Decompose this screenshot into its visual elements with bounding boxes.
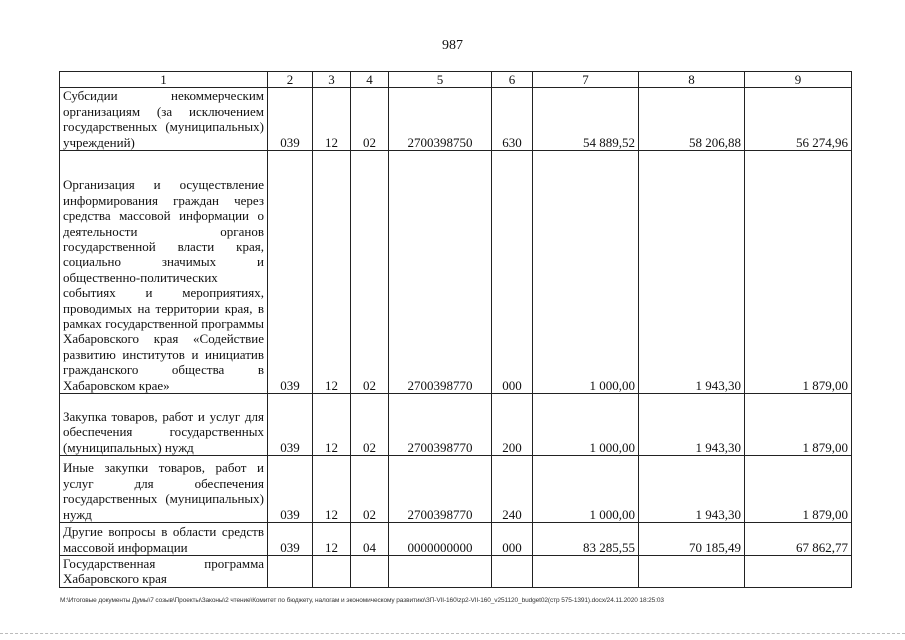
cell-ministry bbox=[268, 556, 313, 588]
cell-expense-type: 240 bbox=[492, 456, 533, 523]
header-col-2: 2 bbox=[268, 72, 313, 88]
cell-amount-col8: 1 943,30 bbox=[639, 456, 745, 523]
cell-target-article: 0000000000 bbox=[389, 523, 492, 556]
cell-section: 12 bbox=[313, 523, 351, 556]
cell-amount-col7 bbox=[533, 556, 639, 588]
header-col-8: 8 bbox=[639, 72, 745, 88]
cell-amount-col8: 58 206,88 bbox=[639, 88, 745, 151]
cell-amount-col9: 67 862,77 bbox=[745, 523, 852, 556]
cell-amount-col9: 56 274,96 bbox=[745, 88, 852, 151]
row-name: Другие вопросы в области средств массовой информации bbox=[60, 523, 268, 556]
cell-subsection: 02 bbox=[351, 151, 389, 394]
cell-target-article: 2700398770 bbox=[389, 394, 492, 456]
cell-target-article: 2700398750 bbox=[389, 88, 492, 151]
cell-target-article: 2700398770 bbox=[389, 456, 492, 523]
table-row bbox=[60, 394, 852, 456]
budget-table bbox=[59, 71, 852, 588]
header-col-5: 5 bbox=[389, 72, 492, 88]
cell-amount-col7: 1 000,00 bbox=[533, 456, 639, 523]
cell-amount-col9: 1 879,00 bbox=[745, 394, 852, 456]
header-col-7: 7 bbox=[533, 72, 639, 88]
cell-amount-col8: 1 943,30 bbox=[639, 394, 745, 456]
header-col-3: 3 bbox=[313, 72, 351, 88]
row-name: Иные закупки товаров, работ и услуг для обеспечения государственных (муниципальных) нужд bbox=[60, 456, 268, 523]
cell-ministry: 039 bbox=[268, 523, 313, 556]
table-row bbox=[60, 556, 852, 588]
cell-expense-type: 000 bbox=[492, 151, 533, 394]
cell-amount-col7: 83 285,55 bbox=[533, 523, 639, 556]
row-name: Закупка товаров, работ и услуг для обеспечения государственных (муниципальных) нужд bbox=[60, 394, 268, 456]
header-row bbox=[60, 72, 852, 88]
row-name: Организация и осуществление информирования граждан через средства массовой информации о деятельности органов государственной власти края, социально значимых и общественно-политических событиях и мероприятиях, проводимых на территории края, в рамках государственной программы Хабаровского края «Содействие развитию институтов и инициатив гражданского общества в Хабаровском крае» bbox=[60, 151, 268, 394]
cell-section: 12 bbox=[313, 456, 351, 523]
cell-subsection bbox=[351, 556, 389, 588]
cell-subsection: 04 bbox=[351, 523, 389, 556]
cell-amount-col8 bbox=[639, 556, 745, 588]
footer-file-path: M:\Итоговые документы Думы\7 созыв\Проекты\Законы\2 чтение\Комитет по бюджету, налогам и экономическому развитию\ЗП-VII-160\zp2-VII-160_v251120_budget02(стр 575-1391).docx/24.11.2020 18:25:03 bbox=[60, 597, 664, 604]
cell-amount-col8: 70 185,49 bbox=[639, 523, 745, 556]
cell-section: 12 bbox=[313, 151, 351, 394]
cell-amount-col7: 1 000,00 bbox=[533, 394, 639, 456]
cell-subsection: 02 bbox=[351, 394, 389, 456]
cell-amount-col7: 1 000,00 bbox=[533, 151, 639, 394]
cell-section bbox=[313, 556, 351, 588]
cell-expense-type bbox=[492, 556, 533, 588]
row-name: Государственная программа Хабаровского края bbox=[60, 556, 268, 588]
table-row bbox=[60, 88, 852, 151]
cell-ministry: 039 bbox=[268, 151, 313, 394]
cell-amount-col9 bbox=[745, 556, 852, 588]
page-number: 987 bbox=[442, 38, 463, 53]
header-col-4: 4 bbox=[351, 72, 389, 88]
cell-ministry: 039 bbox=[268, 88, 313, 151]
table-row bbox=[60, 523, 852, 556]
cell-expense-type: 630 bbox=[492, 88, 533, 151]
page-bottom-rule bbox=[0, 633, 905, 634]
cell-section: 12 bbox=[313, 88, 351, 151]
table-row bbox=[60, 151, 852, 394]
cell-expense-type: 200 bbox=[492, 394, 533, 456]
cell-amount-col9: 1 879,00 bbox=[745, 151, 852, 394]
cell-expense-type: 000 bbox=[492, 523, 533, 556]
cell-target-article: 2700398770 bbox=[389, 151, 492, 394]
cell-ministry: 039 bbox=[268, 456, 313, 523]
cell-subsection: 02 bbox=[351, 88, 389, 151]
header-col-6: 6 bbox=[492, 72, 533, 88]
cell-subsection: 02 bbox=[351, 456, 389, 523]
cell-ministry: 039 bbox=[268, 394, 313, 456]
row-name: Субсидии некоммерческим организациям (за исключением государственных (муниципальных) учреждений) bbox=[60, 88, 268, 151]
cell-target-article bbox=[389, 556, 492, 588]
header-col-9: 9 bbox=[745, 72, 852, 88]
cell-amount-col7: 54 889,52 bbox=[533, 88, 639, 151]
cell-amount-col9: 1 879,00 bbox=[745, 456, 852, 523]
cell-section: 12 bbox=[313, 394, 351, 456]
table-row bbox=[60, 456, 852, 523]
cell-amount-col8: 1 943,30 bbox=[639, 151, 745, 394]
header-col-1: 1 bbox=[60, 72, 268, 88]
